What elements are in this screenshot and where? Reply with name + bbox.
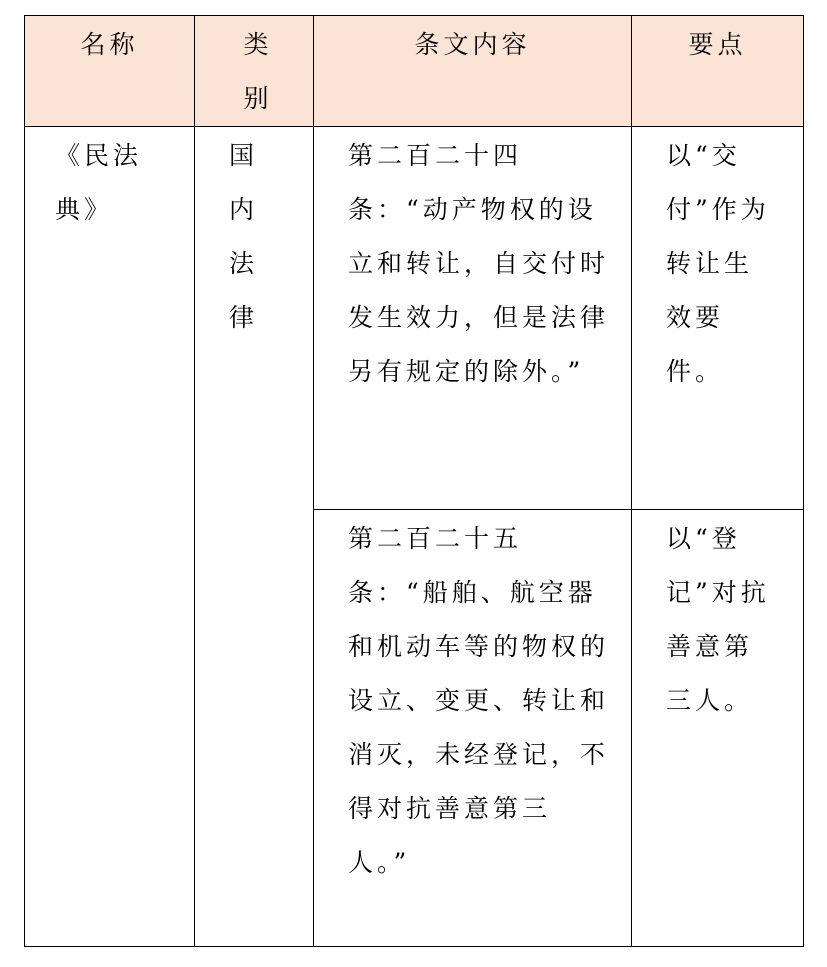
article-text: 第二百二十五条：“船舶、航空器和机动车等的物权的设立、变更、转让和消灭，未经登记，不得对抗善意第三人。” <box>348 524 610 877</box>
header-name: 名称 <box>25 16 195 127</box>
law-type: 国内法律 <box>229 141 259 332</box>
key-point: 以“登记”对抗善意第三人。 <box>666 524 770 715</box>
law-name-cell <box>25 127 195 947</box>
header-text: 条文内容 <box>314 16 632 127</box>
law-type-cell <box>195 127 314 947</box>
table-row <box>25 127 804 510</box>
key-point-cell <box>632 127 804 510</box>
law-name: 《民法典》 <box>55 141 143 224</box>
key-point-cell <box>632 510 804 947</box>
header-row <box>25 16 804 127</box>
law-table <box>24 15 804 947</box>
article-text-cell <box>314 510 632 947</box>
article-text: 第二百二十四条：“动产物权的设立和转让，自交付时发生效力，但是法律另有规定的除外。” <box>348 141 610 386</box>
article-text-cell <box>314 127 632 510</box>
header-type: 类别 <box>195 16 314 127</box>
key-point: 以“交付”作为转让生效要件。 <box>666 141 770 386</box>
header-point: 要点 <box>632 16 804 127</box>
